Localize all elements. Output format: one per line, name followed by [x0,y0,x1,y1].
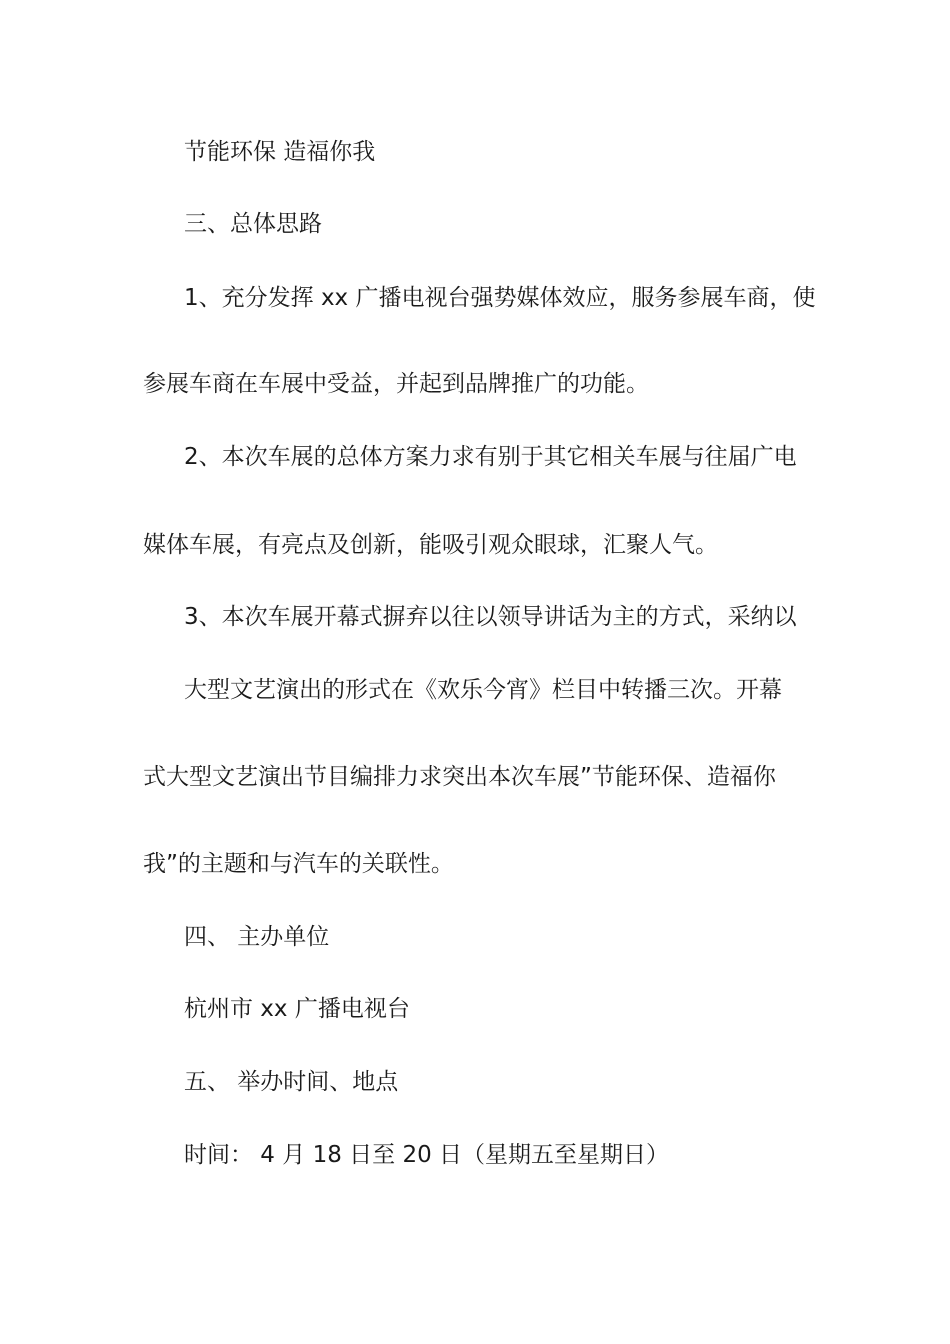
section-heading-overall-approach: 三、总体思路 [184,211,322,237]
event-time-line: 时间： 4 月 18 日至 20 日（星期五至星期日） [184,1142,670,1168]
paragraph-item-3-line-4: 我”的主题和与汽车的关联性。 [143,851,454,877]
paragraph-item-1-line-2: 参展车商在车展中受益，并起到品牌推广的功能。 [143,371,649,397]
paragraph-item-3-line-2: 大型文艺演出的形式在《欢乐今宵》栏目中转播三次。开幕 [184,677,782,703]
organizer-name: 杭州市 xx 广播电视台 [184,996,410,1022]
section-heading-organizer: 四、 主办单位 [184,924,330,950]
paragraph-item-2-line-2: 媒体车展，有亮点及创新，能吸引观众眼球，汇聚人气。 [143,532,718,558]
paragraph-item-2-line-1: 2、本次车展的总体方案力求有别于其它相关车展与往届广电 [184,444,797,470]
section-heading-time-location: 五、 举办时间、地点 [184,1069,399,1095]
paragraph-item-3-line-3: 式大型文艺演出节目编排力求突出本次车展”节能环保、造福你 [143,764,776,790]
paragraph-item-1-line-1: 1、充分发挥 xx 广播电视台强势媒体效应，服务参展车商，使 [184,285,816,311]
slogan-line: 节能环保 造福你我 [184,139,376,165]
paragraph-item-3-line-1: 3、本次车展开幕式摒弃以往以领导讲话为主的方式，采纳以 [184,604,797,630]
